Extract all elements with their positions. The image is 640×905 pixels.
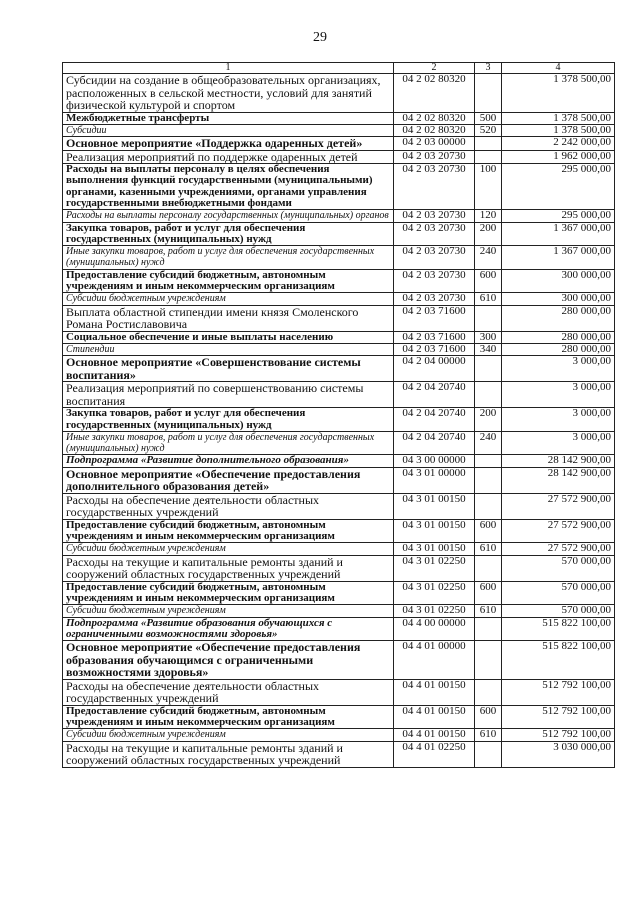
table-row (63, 343, 615, 355)
row-type (475, 679, 502, 705)
row-code: 04 2 04 20740 (394, 408, 475, 432)
row-name: Расходы на выплаты персоналу в целях обеспечения выполнения функций государственными (муниципальными) органами, казенными учреждениями, органами управления государственными внебюджетными фондами (63, 164, 394, 210)
row-code: 04 4 01 00150 (394, 729, 475, 741)
row-code: 04 2 02 80320 (394, 74, 475, 113)
row-code: 04 2 04 00000 (394, 356, 475, 382)
row-name: Иные закупки товаров, работ и услуг для обеспечения государственных (муниципальных) нужд (63, 246, 394, 270)
row-name: Расходы на текущие и капитальные ремонты зданий и сооружений областных государственных учреждений (63, 741, 394, 767)
row-name: Основное мероприятие «Обеспечение предоставления дополнительного образования детей» (63, 467, 394, 493)
row-code: 04 3 01 02250 (394, 605, 475, 617)
row-type: 100 (475, 164, 502, 210)
table-row (63, 679, 615, 705)
row-name: Расходы на выплаты персоналу государственных (муниципальных) органов (63, 210, 394, 222)
row-code: 04 4 01 00000 (394, 641, 475, 680)
row-sum: 280 000,00 (502, 331, 615, 343)
row-sum: 280 000,00 (502, 343, 615, 355)
row-code: 04 2 03 20730 (394, 164, 475, 210)
row-code: 04 2 03 20730 (394, 293, 475, 305)
budget-table (62, 62, 615, 768)
row-sum: 3 000,00 (502, 356, 615, 382)
table-row (63, 555, 615, 581)
row-type: 600 (475, 705, 502, 729)
row-code: 04 3 00 00000 (394, 455, 475, 467)
row-code: 04 2 03 71600 (394, 305, 475, 331)
row-name: Предоставление субсидий бюджетным, автономным учреждениям и иным некоммерческим организациям (63, 519, 394, 543)
row-sum: 1 962 000,00 (502, 150, 615, 164)
row-type: 610 (475, 729, 502, 741)
row-name: Предоставление субсидий бюджетным, автономным учреждениям и иным некоммерческим организациям (63, 581, 394, 605)
table-row (63, 729, 615, 741)
table-row (63, 293, 615, 305)
table-row (63, 705, 615, 729)
page-number: 29 (313, 30, 327, 45)
row-sum: 1 367 000,00 (502, 246, 615, 270)
row-name: Предоставление субсидий бюджетным, автономным учреждениям и иным некоммерческим организациям (63, 269, 394, 293)
row-type (475, 641, 502, 680)
header-col-2: 2 (394, 63, 475, 74)
row-type: 500 (475, 112, 502, 124)
row-sum: 295 000,00 (502, 210, 615, 222)
row-type: 610 (475, 293, 502, 305)
table-row (63, 543, 615, 555)
row-sum: 3 000,00 (502, 408, 615, 432)
row-sum: 1 378 500,00 (502, 112, 615, 124)
header-col-4: 4 (502, 63, 615, 74)
row-sum: 28 142 900,00 (502, 467, 615, 493)
row-type (475, 493, 502, 519)
row-code: 04 2 03 00000 (394, 137, 475, 151)
row-sum: 570 000,00 (502, 581, 615, 605)
row-sum: 1 378 500,00 (502, 74, 615, 113)
row-code: 04 2 04 20740 (394, 382, 475, 408)
row-code: 04 2 04 20740 (394, 431, 475, 455)
row-name: Реализация мероприятий по совершенствованию системы воспитания (63, 382, 394, 408)
row-name: Расходы на обеспечение деятельности областных государственных учреждений (63, 493, 394, 519)
row-name: Расходы на обеспечение деятельности областных государственных учреждений (63, 679, 394, 705)
table-row (63, 741, 615, 767)
table-row (63, 331, 615, 343)
table-row (63, 164, 615, 210)
row-sum: 295 000,00 (502, 164, 615, 210)
table-body (63, 74, 615, 768)
table-row (63, 356, 615, 382)
row-sum: 300 000,00 (502, 269, 615, 293)
row-code: 04 3 01 02250 (394, 581, 475, 605)
row-name: Расходы на текущие и капитальные ремонты зданий и сооружений областных государственных учреждений (63, 555, 394, 581)
table-row (63, 455, 615, 467)
row-type: 300 (475, 331, 502, 343)
row-code: 04 2 03 20730 (394, 269, 475, 293)
row-sum: 300 000,00 (502, 293, 615, 305)
row-sum: 27 572 900,00 (502, 493, 615, 519)
row-name: Субсидии бюджетным учреждениям (63, 729, 394, 741)
row-type (475, 617, 502, 641)
table-row (63, 617, 615, 641)
row-type (475, 555, 502, 581)
table-row (63, 210, 615, 222)
row-sum: 3 000,00 (502, 431, 615, 455)
row-code: 04 2 03 20730 (394, 210, 475, 222)
row-sum: 1 378 500,00 (502, 124, 615, 136)
row-sum: 570 000,00 (502, 555, 615, 581)
row-name: Субсидии бюджетным учреждениям (63, 605, 394, 617)
header-col-1: 1 (63, 63, 394, 74)
table-row (63, 150, 615, 164)
row-type: 240 (475, 246, 502, 270)
row-type: 600 (475, 519, 502, 543)
row-name: Субсидии бюджетным учреждениям (63, 293, 394, 305)
row-code: 04 3 01 00150 (394, 493, 475, 519)
row-code: 04 4 01 00150 (394, 679, 475, 705)
row-type: 600 (475, 581, 502, 605)
table-row (63, 305, 615, 331)
row-code: 04 2 03 20730 (394, 246, 475, 270)
row-name: Стипендии (63, 343, 394, 355)
row-code: 04 4 01 00150 (394, 705, 475, 729)
row-type (475, 467, 502, 493)
row-sum: 28 142 900,00 (502, 455, 615, 467)
row-name: Предоставление субсидий бюджетным, автономным учреждениям и иным некоммерческим организациям (63, 705, 394, 729)
row-name: Выплата областной стипендии имени князя Смоленского Романа Ростиславовича (63, 305, 394, 331)
table-row (63, 641, 615, 680)
row-type: 610 (475, 543, 502, 555)
table-row (63, 493, 615, 519)
table-row (63, 124, 615, 136)
row-type (475, 137, 502, 151)
row-sum: 1 367 000,00 (502, 222, 615, 246)
row-sum: 512 792 100,00 (502, 679, 615, 705)
row-name: Социальное обеспечение и иные выплаты населению (63, 331, 394, 343)
row-name: Основное мероприятие «Обеспечение предоставления образования обучающимся с ограниченными возможностями здоровья» (63, 641, 394, 680)
table-row (63, 467, 615, 493)
table-row (63, 246, 615, 270)
row-name: Подпрограмма «Развитие дополнительного образования» (63, 455, 394, 467)
row-type (475, 455, 502, 467)
table-row (63, 222, 615, 246)
row-sum: 570 000,00 (502, 605, 615, 617)
table-row (63, 519, 615, 543)
table-row (63, 137, 615, 151)
row-name: Закупка товаров, работ и услуг для обеспечения государственных (муниципальных) нужд (63, 408, 394, 432)
row-name: Основное мероприятие «Совершенствование системы воспитания» (63, 356, 394, 382)
row-type (475, 741, 502, 767)
row-type: 520 (475, 124, 502, 136)
row-code: 04 3 01 00150 (394, 543, 475, 555)
table-row (63, 605, 615, 617)
table-row (63, 74, 615, 113)
table-row (63, 408, 615, 432)
row-type: 340 (475, 343, 502, 355)
row-type: 600 (475, 269, 502, 293)
row-name: Субсидии на создание в общеобразовательных организациях, расположенных в сельской местности, условий для занятий физической культурой и спортом (63, 74, 394, 113)
row-sum: 2 242 000,00 (502, 137, 615, 151)
header-col-3: 3 (475, 63, 502, 74)
table-row (63, 112, 615, 124)
row-code: 04 2 02 80320 (394, 112, 475, 124)
row-code: 04 3 01 00150 (394, 519, 475, 543)
row-code: 04 2 02 80320 (394, 124, 475, 136)
row-name: Субсидии бюджетным учреждениям (63, 543, 394, 555)
row-name: Субсидии (63, 124, 394, 136)
row-type: 200 (475, 222, 502, 246)
row-sum: 512 792 100,00 (502, 705, 615, 729)
row-sum: 27 572 900,00 (502, 519, 615, 543)
row-name: Закупка товаров, работ и услуг для обеспечения государственных (муниципальных) нужд (63, 222, 394, 246)
row-type (475, 74, 502, 113)
row-type (475, 150, 502, 164)
row-name: Реализация мероприятий по поддержке одаренных детей (63, 150, 394, 164)
row-sum: 280 000,00 (502, 305, 615, 331)
row-code: 04 4 00 00000 (394, 617, 475, 641)
row-type: 610 (475, 605, 502, 617)
row-name: Межбюджетные трансферты (63, 112, 394, 124)
table-row (63, 431, 615, 455)
row-code: 04 2 03 71600 (394, 343, 475, 355)
table-row (63, 382, 615, 408)
row-code: 04 2 03 20730 (394, 222, 475, 246)
row-sum: 515 822 100,00 (502, 617, 615, 641)
row-code: 04 3 01 00000 (394, 467, 475, 493)
row-type (475, 305, 502, 331)
row-type (475, 382, 502, 408)
row-code: 04 2 03 20730 (394, 150, 475, 164)
table-row (63, 269, 615, 293)
row-sum: 3 000,00 (502, 382, 615, 408)
row-name: Иные закупки товаров, работ и услуг для обеспечения государственных (муниципальных) нужд (63, 431, 394, 455)
row-code: 04 4 01 02250 (394, 741, 475, 767)
row-type: 240 (475, 431, 502, 455)
row-type (475, 356, 502, 382)
row-code: 04 2 03 71600 (394, 331, 475, 343)
row-sum: 515 822 100,00 (502, 641, 615, 680)
table-header-row (63, 63, 615, 74)
row-name: Подпрограмма «Развитие образования обучающихся с ограниченными возможностями здоровья» (63, 617, 394, 641)
row-code: 04 3 01 02250 (394, 555, 475, 581)
row-type: 120 (475, 210, 502, 222)
row-type: 200 (475, 408, 502, 432)
row-sum: 3 030 000,00 (502, 741, 615, 767)
table-row (63, 581, 615, 605)
row-name: Основное мероприятие «Поддержка одаренных детей» (63, 137, 394, 151)
row-sum: 27 572 900,00 (502, 543, 615, 555)
row-sum: 512 792 100,00 (502, 729, 615, 741)
